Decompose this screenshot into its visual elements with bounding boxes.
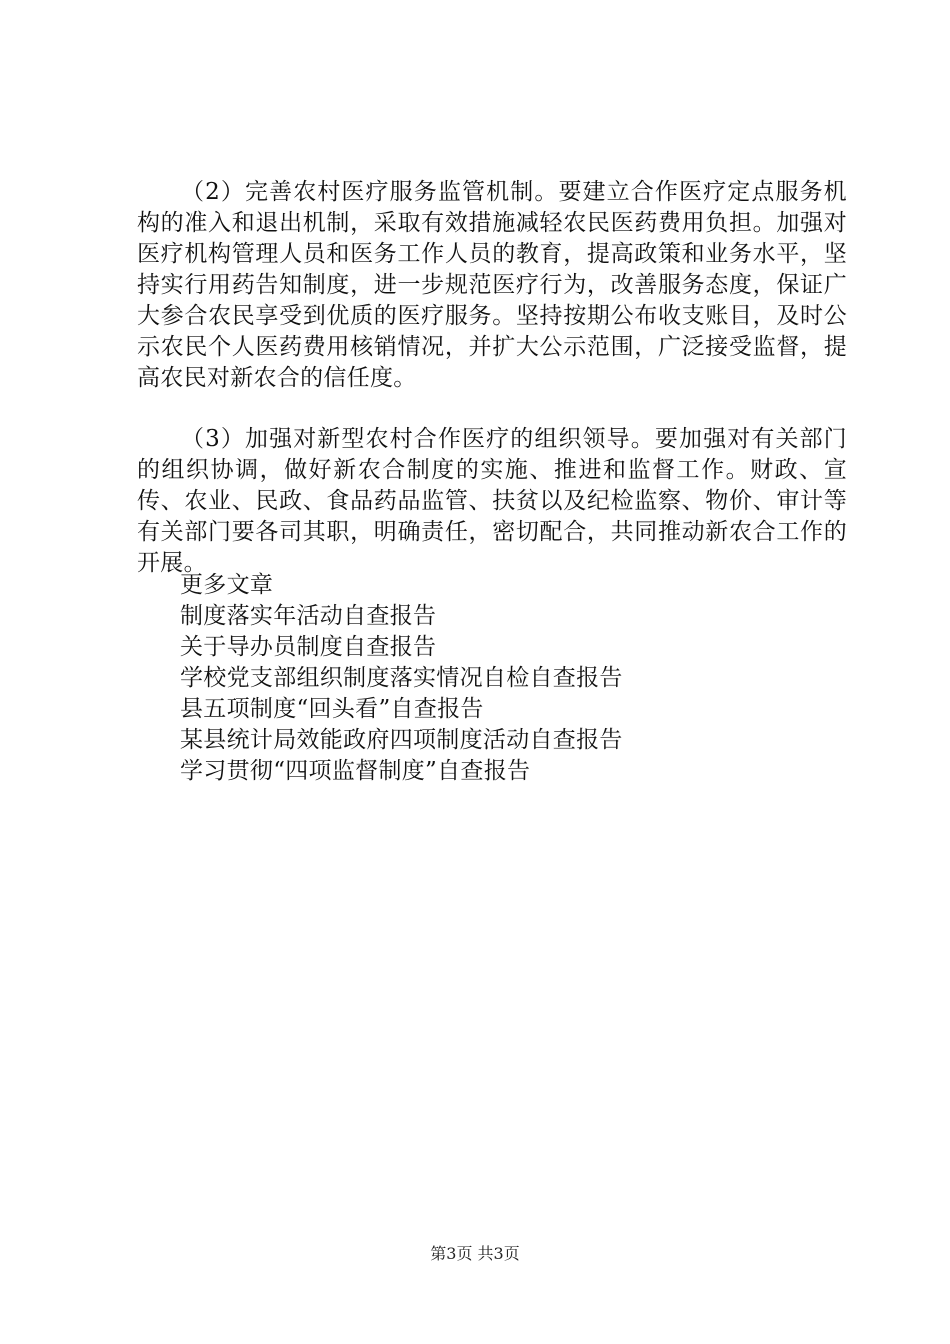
article-link[interactable]: 制度落实年活动自查报告 bbox=[180, 603, 437, 629]
more-articles-heading: 更多文章 bbox=[180, 572, 274, 598]
document-body bbox=[137, 177, 847, 579]
article-link[interactable]: 关于导办员制度自查报告 bbox=[180, 634, 437, 660]
article-link[interactable]: 学习贯彻“四项监督制度”自查报告 bbox=[180, 758, 531, 784]
more-articles-section bbox=[180, 570, 623, 787]
paragraph-3: （3）加强对新型农村合作医疗的组织领导。要加强对有关部门的组织协调，做好新农合制度的实施、推进和监督工作。财政、宣传、农业、民政、食品药品监管、扶贫以及纪检监察、物价、审计等有关部门要各司其职，明确责任，密切配合，共同推动新农合工作的开展。 bbox=[137, 426, 847, 576]
page-footer: 第3页 共3页 bbox=[430, 1244, 520, 1263]
article-link[interactable]: 县五项制度“回头看”自查报告 bbox=[180, 696, 484, 722]
article-link[interactable]: 学校党支部组织制度落实情况自检自查报告 bbox=[180, 665, 623, 691]
paragraph-2: （2）完善农村医疗服务监管机制。要建立合作医疗定点服务机构的准入和退出机制，采取有效措施减轻农民医药费用负担。加强对医疗机构管理人员和医务工作人员的教育，提高政策和业务水平，坚持实行用药告知制度，进一步规范医疗行为，改善服务态度，保证广大参合农民享受到优质的医疗服务。坚持按期公布收支账目，及时公示农民个人医药费用核销情况，并扩大公示范围，广泛接受监督，提高农民对新农合的信任度。 bbox=[137, 179, 847, 391]
article-link[interactable]: 某县统计局效能政府四项制度活动自查报告 bbox=[180, 727, 623, 753]
more-articles-list bbox=[180, 601, 623, 787]
